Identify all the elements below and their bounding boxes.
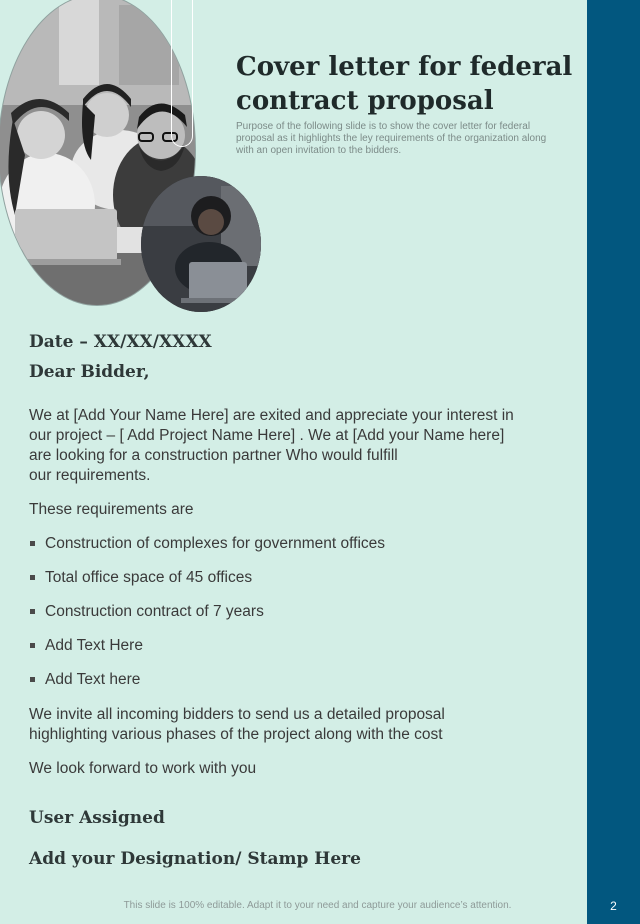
bullet-icon — [30, 643, 35, 648]
person-photo-illustration — [141, 176, 261, 312]
bullet-icon — [30, 609, 35, 614]
person-photo — [141, 176, 261, 312]
page-number: 2 — [610, 899, 617, 913]
invite-line: highlighting various phases of the project along with the cost — [29, 726, 443, 743]
letter-date: Date – XX/XX/XXXX — [29, 332, 212, 352]
bullet-icon — [30, 541, 35, 546]
letter-greeting: Dear Bidder, — [29, 362, 150, 382]
intro-line: our requirements. — [29, 467, 151, 484]
closing-line: We look forward to work with you — [29, 760, 257, 777]
list-item — [29, 602, 559, 636]
page-title: Cover letter for federal contract proposal — [236, 52, 573, 116]
page-subtitle: Purpose of the following slide is to show the cover letter for federal proposal as it highlights the ley requirements of the organization along with an open invitation to the bidders. — [236, 121, 547, 156]
decorative-arc — [171, 0, 193, 147]
intro-line: are looking for a construction partner Who would fulfill — [29, 447, 398, 464]
footer-note-container — [0, 900, 640, 911]
list-item-text: Construction contract of 7 years — [45, 603, 264, 620]
list-item-text: Add Text here — [45, 671, 141, 688]
bullet-icon — [30, 677, 35, 682]
accent-sidebar — [587, 0, 640, 924]
intro-line: our project – [ Add Project Name Here] . We at [Add your Name here] — [29, 427, 505, 444]
list-item-text: Add Text Here — [45, 637, 143, 654]
invite-line: We invite all incoming bidders to send us a detailed proposal — [29, 706, 445, 723]
list-item — [29, 636, 559, 670]
intro-paragraph — [29, 406, 559, 486]
user-assigned: User Assigned — [29, 808, 165, 828]
requirements-intro: These requirements are — [29, 501, 194, 518]
list-item — [29, 534, 559, 568]
list-item-text: Construction of complexes for government offices — [45, 535, 386, 552]
bullet-icon — [30, 575, 35, 580]
footer-note: This slide is 100% editable. Adapt it to your need and capture your audience’s attention. — [123, 900, 512, 911]
list-item — [29, 568, 559, 602]
invite-paragraph — [29, 705, 559, 745]
list-item — [29, 670, 559, 704]
list-item-text: Total office space of 45 offices — [45, 569, 253, 586]
requirements-list — [29, 534, 559, 704]
designation-stamp: Add your Designation/ Stamp Here — [29, 849, 361, 869]
intro-line: We at [Add Your Name Here] are exited and appreciate your interest in — [29, 407, 514, 424]
